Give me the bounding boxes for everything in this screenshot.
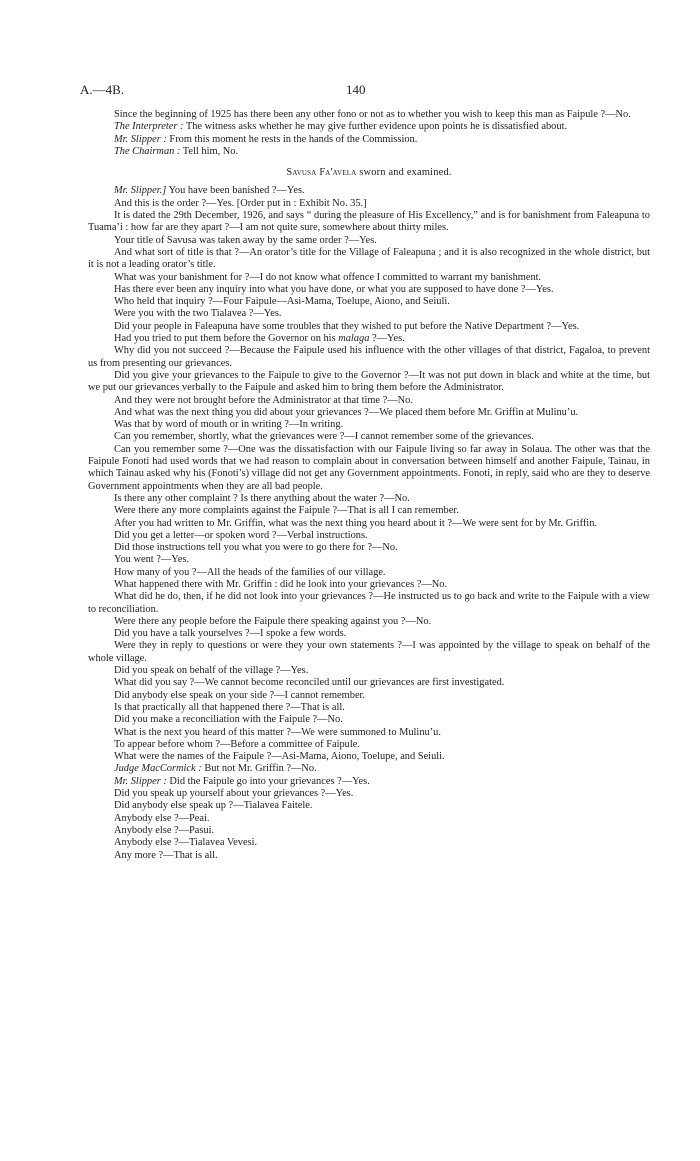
page-header [80, 82, 650, 100]
transcript-paragraph: After you had written to Mr. Griffin, what was the next thing you heard about it ?—We were sent for by Mr. Griffin. [114, 517, 597, 529]
transcript-paragraph: Can you remember, shortly, what the grievances were ?—I cannot remember some of the grievances. [114, 431, 534, 443]
transcript-paragraph: Can you remember some ?—One was the dissatisfaction with our Faipule living so far away in Solaua. The other was that the Faipule Fonoti had used words that we had reason to complain about in conversation between himself and another Faipule, Tainau, in which Tainau asked why his (Fonoti’s) village did not get any Government appointments. Fonoti, in reply, said who are they to deserve Government appointments when they are all bad people. [88, 443, 650, 492]
transcript-paragraph: Were you with the two Tialavea ?—Yes. [114, 308, 282, 320]
transcript-paragraph: Were there any more complaints against the Faipule ?—That is all I can remember. [114, 505, 459, 517]
transcript-paragraph: What happened there with Mr. Griffin : did he look into your grievances ?—No. [114, 578, 448, 590]
transcript-paragraph: Was that by word of mouth or in writing ?—In writing. [114, 419, 344, 431]
speaker-label: Mr. Slipper.] [114, 185, 167, 197]
transcript-paragraph: Did you make a reconciliation with the Faipule ?—No. [114, 714, 343, 726]
transcript-paragraph: Were they in reply to questions or were they your own statements ?—I was appointed by the village to speak on behalf of the whole village. [88, 640, 650, 664]
transcript-paragraph: Did you have a talk yourselves ?—I spoke a few words. [114, 628, 347, 640]
transcript-paragraph: Did you get a letter—or spoken word ?—Verbal instructions. [114, 529, 368, 541]
transcript-paragraph: Did you speak up yourself about your grievances ?—Yes. [114, 788, 354, 800]
transcript-paragraph: Who held that inquiry ?—Four Faipule—Asi-Mama, Toelupe, Aiono, and Seiuli. [114, 296, 450, 308]
transcript-paragraph: Is there any other complaint ? Is there anything about the water ?—No. [114, 492, 410, 504]
paragraph-interpreter: The Interpreter : The witness asks whether he may give further evidence upon points he is dissatisfied about. [114, 121, 568, 133]
transcript-paragraph: Anybody else ?—Tialavea Vevesi. [114, 837, 258, 849]
transcript-paragraph: Did you give your grievances to the Faipule to give to the Governor ?—It was not put down in black and white at the time, but we put our grievances verbally to the Faipule and asked him to bring them before the Administrator. [88, 369, 650, 394]
transcript-paragraph: What was your banishment for ?—I do not know what offence I committed to warrant my banishment. [114, 271, 542, 283]
paragraph-fono: Since the beginning of 1925 has there been any other fono or not as to whether you wish to keep this man as Faipule ?—No. [114, 109, 631, 120]
transcript-paragraph: What is the next you heard of this matter ?—We were summoned to Mulinu’u. [114, 726, 441, 738]
speaker-label: The Interpreter : [114, 121, 184, 133]
transcript-paragraph: And what was the next thing you did about your grievances ?—We placed them before Mr. Griffin at Mulinu’u. [114, 406, 579, 418]
transcript-paragraph: Why did you not succeed ?—Because the Faipule used his influence with the other villages of that district, Fagaloa, to prevent us from presenting our grievances. [88, 345, 650, 369]
document-body [88, 109, 650, 862]
transcript-paragraph: And they were not brought before the Administrator at that time ?—No. [114, 394, 413, 406]
transcript-paragraph: Had you tried to put them before the Governor on his malaga ?—Yes. [114, 333, 405, 345]
transcript-paragraph: Mr. Slipper.] You have been banished ?—Yes. [114, 185, 305, 197]
transcript-paragraph: To appear before whom ?—Before a committee of Faipule. [114, 738, 360, 750]
paragraph-slipper: Mr. Slipper : From this moment he rests in the hands of the Commission. [114, 133, 418, 145]
document-reference: A.—4B. [80, 82, 125, 97]
paragraph-chairman: The Chairman : Tell him, No. [114, 145, 239, 157]
transcript-paragraph: Did those instructions tell you what you were to go there for ?—No. [114, 542, 398, 554]
transcript-paragraph: How many of you ?—All the heads of the families of our village. [114, 566, 386, 578]
transcript-paragraph: Judge MacCormick : But not Mr. Griffin ?—No. [114, 763, 317, 775]
transcript-paragraph: Your title of Savusa was taken away by the same order ?—Yes. [114, 234, 377, 246]
transcript-paragraph: Did anybody else speak up ?—Tialavea Faitele. [114, 800, 313, 812]
speaker-label: Mr. Slipper : [114, 775, 167, 787]
transcript-paragraph: Any more ?—That is all. [114, 849, 218, 861]
speaker-label: The Chairman : [114, 145, 181, 157]
transcript-paragraph: Did you speak on behalf of the village ?—Yes. [114, 665, 309, 677]
witness-heading: Savusa Fa'avela sworn and examined. [286, 167, 452, 179]
speaker-label: Judge MacCormick : [114, 763, 202, 775]
transcript-paragraph: Were there any people before the Faipule there speaking against you ?—No. [114, 615, 432, 627]
witness-name: Savusa Fa'avela [286, 167, 357, 179]
speaker-label: Mr. Slipper : [114, 133, 167, 145]
transcript-paragraph: Did anybody else speak on your side ?—I cannot remember. [114, 689, 366, 701]
transcript-paragraph: And what sort of title is that ?—An orator’s title for the Village of Faleapuna ; and it is also recognized in the whole district, but it is not a leading orator’s title. [88, 246, 650, 271]
transcript-paragraph: And this is the order ?—Yes. [Order put in : Exhibit No. 35.] [114, 197, 367, 209]
italic-term: malaga [338, 333, 370, 345]
transcript-paragraph: Anybody else ?—Peai. [114, 812, 210, 824]
transcript-paragraph: Anybody else ?—Pasui. [114, 824, 215, 836]
transcript-paragraph: Mr. Slipper : Did the Faipule go into your grievances ?—Yes. [114, 775, 370, 787]
transcript-paragraph: What did he do, then, if he did not look into your grievances ?—He instructed us to go back and write to the Faipule with a view to reconciliation. [88, 591, 650, 615]
transcript-paragraph: What did you say ?—We cannot become reconciled until our grievances are first investigated. [114, 677, 505, 689]
transcript-paragraph: Did your people in Faleapuna have some troubles that they wished to put before the Native Department ?—Yes. [114, 320, 580, 332]
transcript-paragraph: Is that practically all that happened there ?—That is all. [114, 701, 345, 713]
page-number: 140 [346, 82, 366, 97]
transcript-paragraph: You went ?—Yes. [114, 554, 189, 566]
transcript-paragraph: What were the names of the Faipule ?—Asi-Mama, Aiono, Toelupe, and Seiuli. [114, 751, 445, 763]
transcript-paragraph: Has there ever been any inquiry into what you have done, or what you are supposed to have done ?—Yes. [114, 283, 554, 295]
transcript-paragraph: It is dated the 29th December, 1926, and says “ during the pleasure of His Excellency,” and is for banishment from Faleapuna to Tuama’i : how far are they apart ?—I am not quite sure, somewhere about thirty miles. [88, 210, 650, 234]
examination-transcript [88, 185, 650, 861]
